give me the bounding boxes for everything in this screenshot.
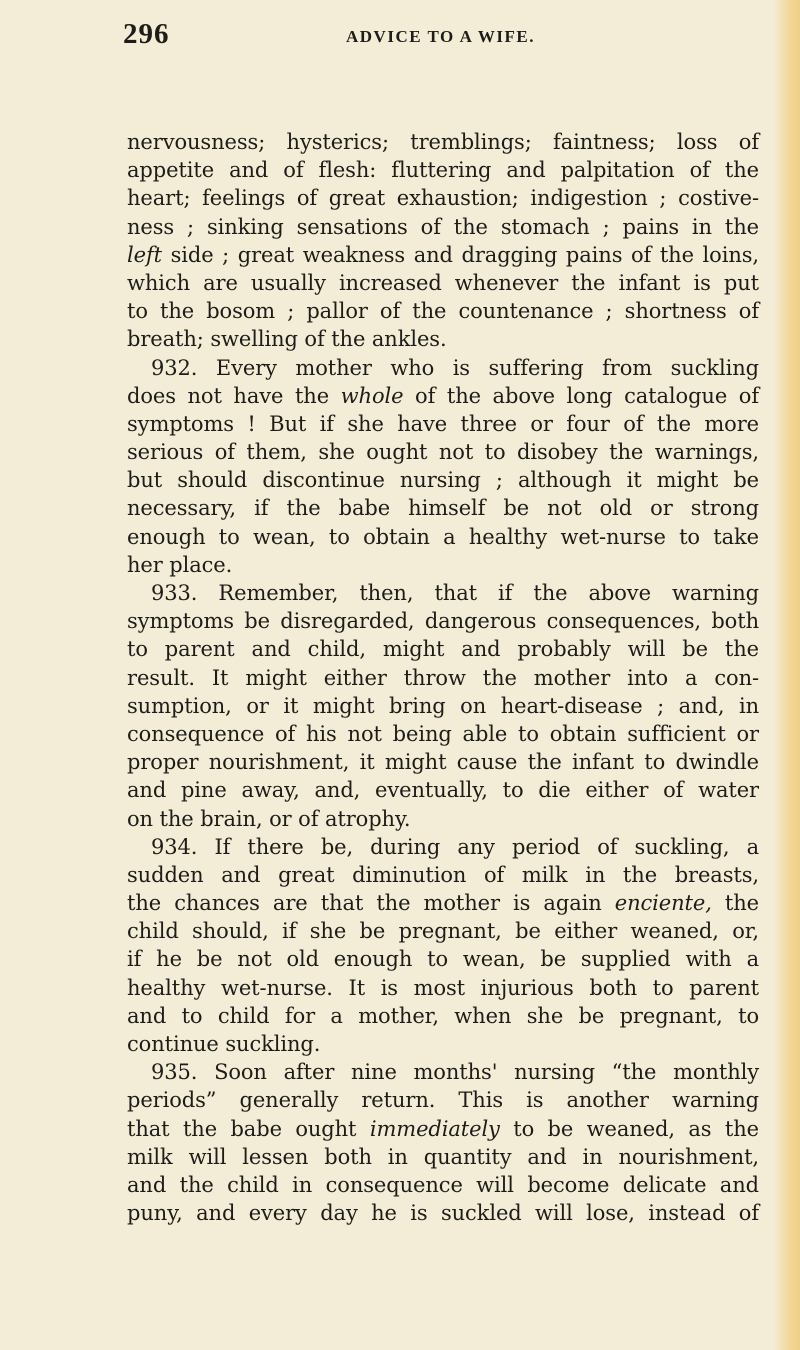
text-line: to the bosom ; pallor of the countenance ; shortness of xyxy=(127,299,759,324)
text-line: left side ; great weakness and dragging pains of the loins, xyxy=(127,242,759,267)
text-line: that the babe ought immediately to be weaned, as the xyxy=(127,1116,759,1141)
text-line: breath; swelling of the ankles. xyxy=(127,327,447,352)
emphasis: enciente, xyxy=(614,891,712,916)
text-line: sumption, or it might bring on heart-disease ; and, in xyxy=(127,693,759,718)
text-line: continue suckling. xyxy=(127,1032,321,1056)
text-line: nervousness; hysterics; tremblings; faintness; loss of xyxy=(127,130,759,154)
text-line: necessary, if the babe himself be not old or strong xyxy=(127,496,759,521)
text-line: symptoms ! But if she have three or four of the more xyxy=(127,411,759,436)
text-line: and the child in consequence will become delicate and xyxy=(127,1172,759,1197)
text-line: milk will lessen both in quantity and in nourishment, xyxy=(127,1144,759,1169)
text-line: result. It might either throw the mother into a con- xyxy=(127,665,759,690)
text-line: serious of them, she ought not to disobey the warnings, xyxy=(127,440,759,465)
text-line: does not have the whole of the above long catalogue of xyxy=(127,383,759,408)
text-line: but should discontinue nursing ; although it might be xyxy=(127,468,759,493)
text-line: heart; feelings of great exhaustion; indigestion ; costive- xyxy=(127,186,759,211)
emphasis: immediately xyxy=(369,1116,500,1141)
text-line: consequence of his not being able to obtain sufficient or xyxy=(127,721,759,746)
text-line: sudden and great diminution of milk in the breasts, xyxy=(127,862,759,887)
text-line: periods” generally return. This is another warning xyxy=(127,1088,759,1113)
running-head: ADVICE TO A WIFE. xyxy=(346,27,535,46)
text-line: to parent and child, might and probably will be the xyxy=(127,637,759,662)
paragraph-start: 934. If there be, during any period of suckling, a xyxy=(151,834,759,859)
text-line: ness ; sinking sensations of the stomach ; pains in the xyxy=(127,214,759,239)
text-line: enough to wean, to obtain a healthy wet-nurse to take xyxy=(127,524,759,549)
text-line: puny, and every day he is suckled will lose, instead of xyxy=(127,1201,759,1226)
emphasis: whole xyxy=(340,383,404,408)
page-header xyxy=(0,18,800,58)
text-line: healthy wet-nurse. It is most injurious both to parent xyxy=(127,975,759,1000)
text-line: appetite and of flesh: fluttering and palpitation of the xyxy=(127,158,759,183)
body-text xyxy=(127,128,759,1227)
text-line: and to child for a mother, when she be pregnant, to xyxy=(127,1003,759,1028)
text-line: the chances are that the mother is again enciente, the xyxy=(127,891,759,916)
page-number: 296 xyxy=(123,18,170,50)
text-line: proper nourishment, it might cause the infant to dwindle xyxy=(127,750,759,775)
page-edge-shading xyxy=(774,0,800,1350)
text-line: which are usually increased whenever the infant is put xyxy=(127,270,759,295)
emphasis: left xyxy=(127,242,162,267)
text-line: her place. xyxy=(127,552,233,577)
paragraph-start: 935. Soon after nine months' nursing “the monthly xyxy=(151,1060,759,1085)
paragraph-start: 932. Every mother who is suffering from suckling xyxy=(151,355,759,380)
text-line: and pine away, and, eventually, to die either of water xyxy=(127,778,759,803)
text-line: symptoms be disregarded, dangerous consequences, both xyxy=(127,609,759,634)
paragraph-start: 933. Remember, then, that if the above warning xyxy=(151,581,759,605)
text-line: child should, if she be pregnant, be either weaned, or, xyxy=(127,919,759,944)
text-line: on the brain, or of atrophy. xyxy=(127,806,411,831)
text-line: if he be not old enough to wean, be supplied with a xyxy=(127,947,759,972)
